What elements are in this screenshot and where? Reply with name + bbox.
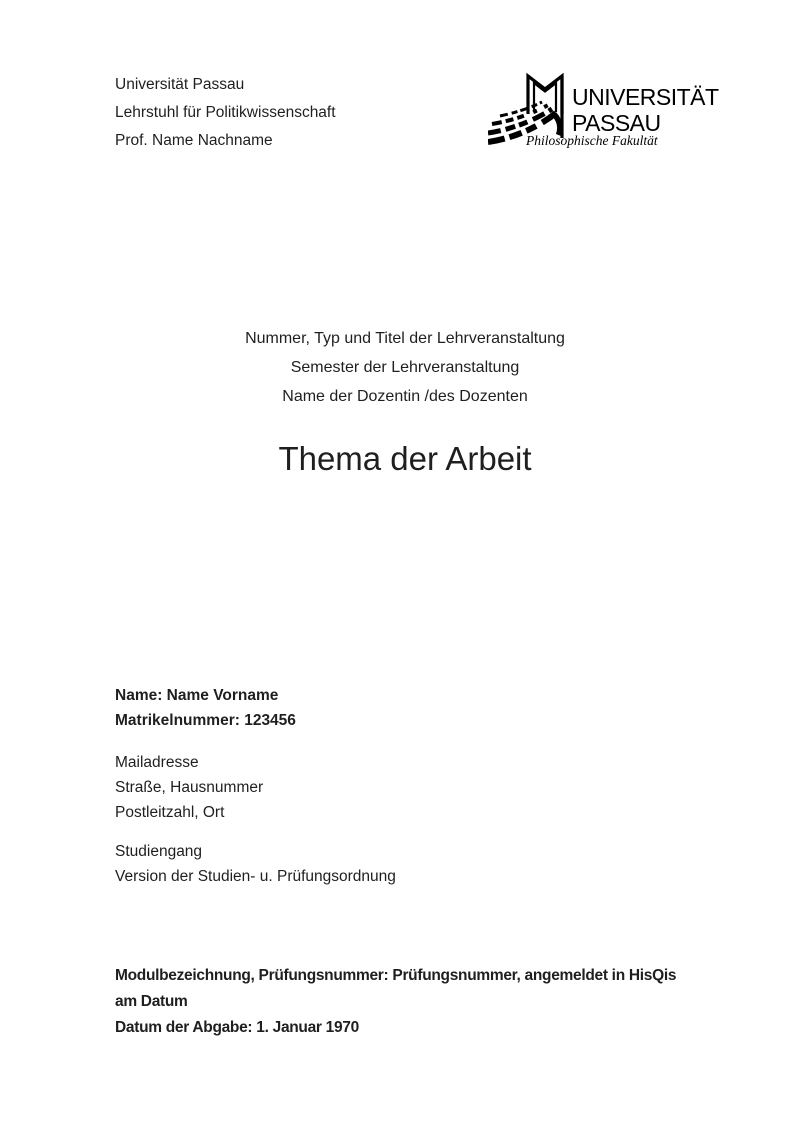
- program-regulations: Version der Studien- u. Prüfungsordnung: [115, 868, 396, 885]
- author-contact: [115, 750, 263, 825]
- author-matriculation: Matrikelnummer: 123456: [115, 712, 296, 729]
- professor-name: Prof. Name Nachname: [115, 132, 273, 149]
- course-info: [115, 324, 695, 411]
- module-info-line2: am Datum: [115, 993, 188, 1010]
- author-name: Name: Name Vorname: [115, 687, 279, 704]
- author-city: Postleitzahl, Ort: [115, 804, 225, 821]
- submission-date: Datum der Abgabe: 1. Januar 1970: [115, 1019, 359, 1036]
- study-program: [115, 839, 396, 889]
- logo-wordmark-line1: UNIVERSITÄT: [572, 84, 719, 110]
- author-street: Straße, Hausnummer: [115, 779, 264, 796]
- course-lecturer-line: Name der Dozentin /des Dozenten: [282, 388, 528, 405]
- author-email: Mailadresse: [115, 754, 199, 771]
- university-logo: [488, 64, 728, 156]
- course-title-line: Nummer, Typ und Titel der Lehrveranstaltung: [245, 330, 565, 347]
- module-submission-info: [115, 963, 715, 1041]
- sender-block: [115, 71, 336, 155]
- course-semester-line: Semester der Lehrveranstaltung: [290, 359, 520, 376]
- logo-wordmark-line2: PASSAU: [572, 110, 661, 136]
- institution-name: Universität Passau: [115, 76, 245, 93]
- module-info-line1: Modulbezeichnung, Prüfungsnummer: Prüfungsnummer, angemeldet in HisQis: [115, 967, 677, 984]
- thesis-title: Thema der Arbeit: [278, 440, 532, 477]
- program-name: Studiengang: [115, 843, 203, 860]
- chair-name: Lehrstuhl für Politikwissenschaft: [115, 104, 336, 121]
- author-identity: [115, 683, 296, 733]
- faculty-name: Philosophische Fakultät: [526, 133, 658, 148]
- logo-wordmark: [572, 84, 719, 136]
